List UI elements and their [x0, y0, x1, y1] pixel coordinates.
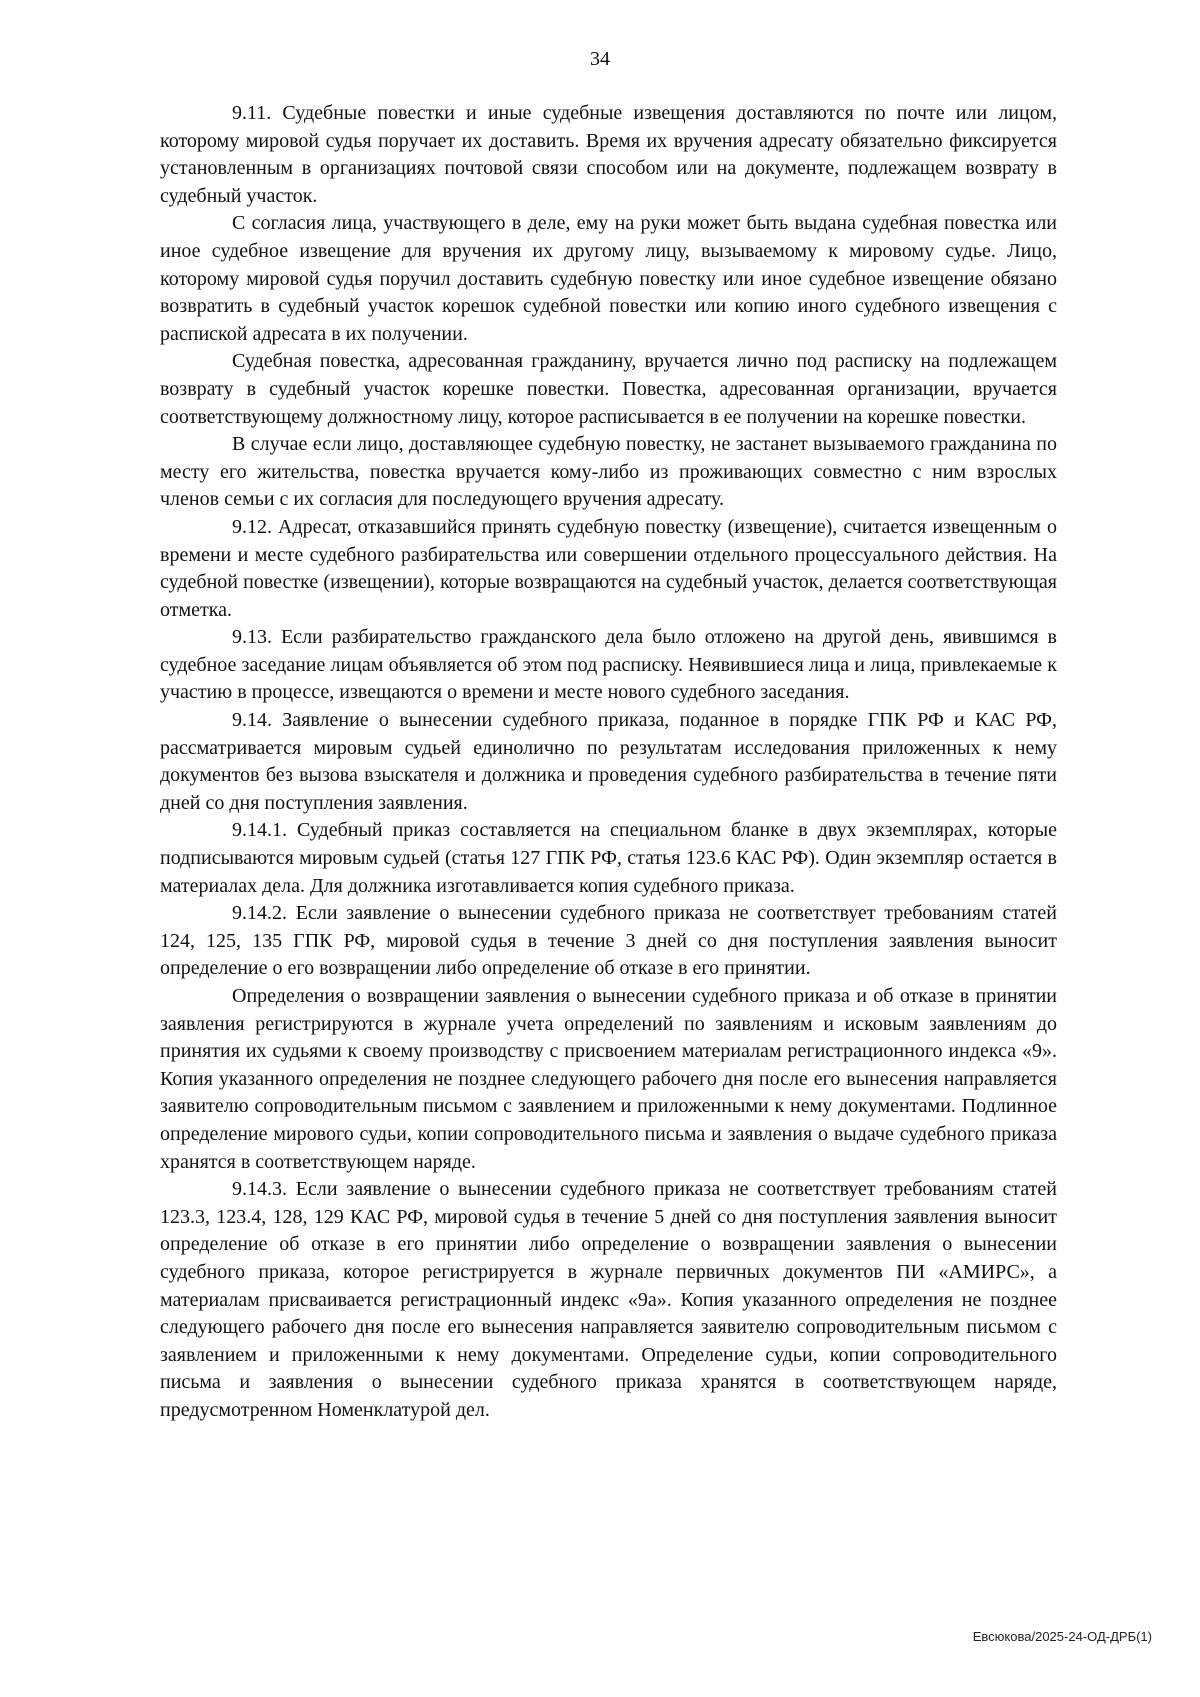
paragraph-9-11-citizen: Судебная повестка, адресованная гражданину, вручается лично под расписку на подлежащем возврату в судебный участок корешке повестки. Повестка, адресованная организации, вручается соответствующему должностному лицу, которое расписывается в ее получении на корешке повестки. [160, 350, 1057, 428]
paragraph-9-11-absence: В случае если лицо, доставляющее судебную повестку, не застанет вызываемого гражданина по месту его жительства, повестка вручается кому-либо из проживающих совместно с ним взрослых членов семьи с их согласия для последующего вручения адресату. [160, 433, 1057, 511]
paragraph-9-14: 9.14. Заявление о вынесении судебного приказа, поданное в порядке ГПК РФ и КАС РФ, рассматривается мировым судьей единолично по результатам исследования приложенных к нему документов без вызова взыскателя и должника и проведения судебного разбирательства в течение пяти дней со дня поступления заявления. [160, 709, 1057, 814]
paragraph-9-14-2: 9.14.2. Если заявление о вынесении судебного приказа не соответствует требованиям статей 124, 125, 135 ГПК РФ, мировой судья в течение 3 дней со дня поступления заявления выносит определение о его возвращении либо определение об отказе в его принятии. [160, 902, 1057, 980]
document-body [160, 100, 1057, 1425]
document-footer-mark: Евсюкова/2025-24-ОД-ДРБ(1) [972, 1629, 1152, 1644]
page-number: 34 [590, 48, 610, 70]
paragraph-9-11: 9.11. Судебные повестки и иные судебные извещения доставляются по почте или лицом, которому мировой судья поручает их доставить. Время их вручения адресату обязательно фиксируется установленным в организациях почтовой связи способом или на документе, подлежащем возврату в судебный участок. [160, 102, 1057, 207]
paragraph-9-14-2-registration: Определения о возвращении заявления о вынесении судебного приказа и об отказе в принятии заявления регистрируются в журнале учета определений по заявлениям и исковым заявлениям до принятия их судьями к своему производству с присвоением материалам регистрационного индекса «9». Копия указанного определения не позднее следующего рабочего дня после его вынесения направляется заявителю сопроводительным письмом с заявлением и приложенными к нему документами. Подлинное определение мирового судьи, копии сопроводительного письма и заявления о выдаче судебного приказа хранятся в соответствующем наряде. [160, 985, 1057, 1173]
paragraph-9-11-consent: С согласия лица, участвующего в деле, ему на руки может быть выдана судебная повестка или иное судебное извещение для вручения их другому лицу, вызываемому к мировому судье. Лицо, которому мировой судья поручил доставить судебную повестку или иное судебное извещение обязано возвратить в судебный участок корешок судебной повестки или копию иного судебного извещения с распиской адресата в их получении. [160, 212, 1057, 345]
paragraph-9-14-1: 9.14.1. Судебный приказ составляется на специальном бланке в двух экземплярах, которые подписываются мировым судьей (статья 127 ГПК РФ, статья 123.6 КАС РФ). Один экземпляр остается в материалах дела. Для должника изготавливается копия судебного приказа. [160, 819, 1057, 897]
paragraph-9-13: 9.13. Если разбирательство гражданского дела было отложено на другой день, явившимся в судебное заседание лицам объявляется об этом под расписку. Неявившиеся лица и лица, привлекаемые к участию в процессе, извещаются о времени и месте нового судебного заседания. [160, 626, 1057, 704]
paragraph-9-14-3: 9.14.3. Если заявление о вынесении судебного приказа не соответствует требованиям статей 123.3, 123.4, 128, 129 КАС РФ, мировой судья в течение 5 дней со дня поступления заявления выносит определение об отказе в его принятии либо определение о возвращении заявления о вынесении судебного приказа, которое регистрируется в журнале первичных документов ПИ «АМИРС», а материалам присваивается регистрационный индекс «9а». Копия указанного определения не позднее следующего рабочего дня после его вынесения направляется заявителю сопроводительным письмом с заявлением и приложенными к нему документами. Определение судьи, копии сопроводительного письма и заявления о вынесении судебного приказа хранятся в соответствующем наряде, предусмотренном Номенклатурой дел. [160, 1178, 1057, 1421]
paragraph-9-12: 9.12. Адресат, отказавшийся принять судебную повестку (извещение), считается извещенным о времени и месте судебного разбирательства или совершении отдельного процессуального действия. На судебной повестке (извещении), которые возвращаются на судебный участок, делается соответствующая отметка. [160, 515, 1057, 621]
